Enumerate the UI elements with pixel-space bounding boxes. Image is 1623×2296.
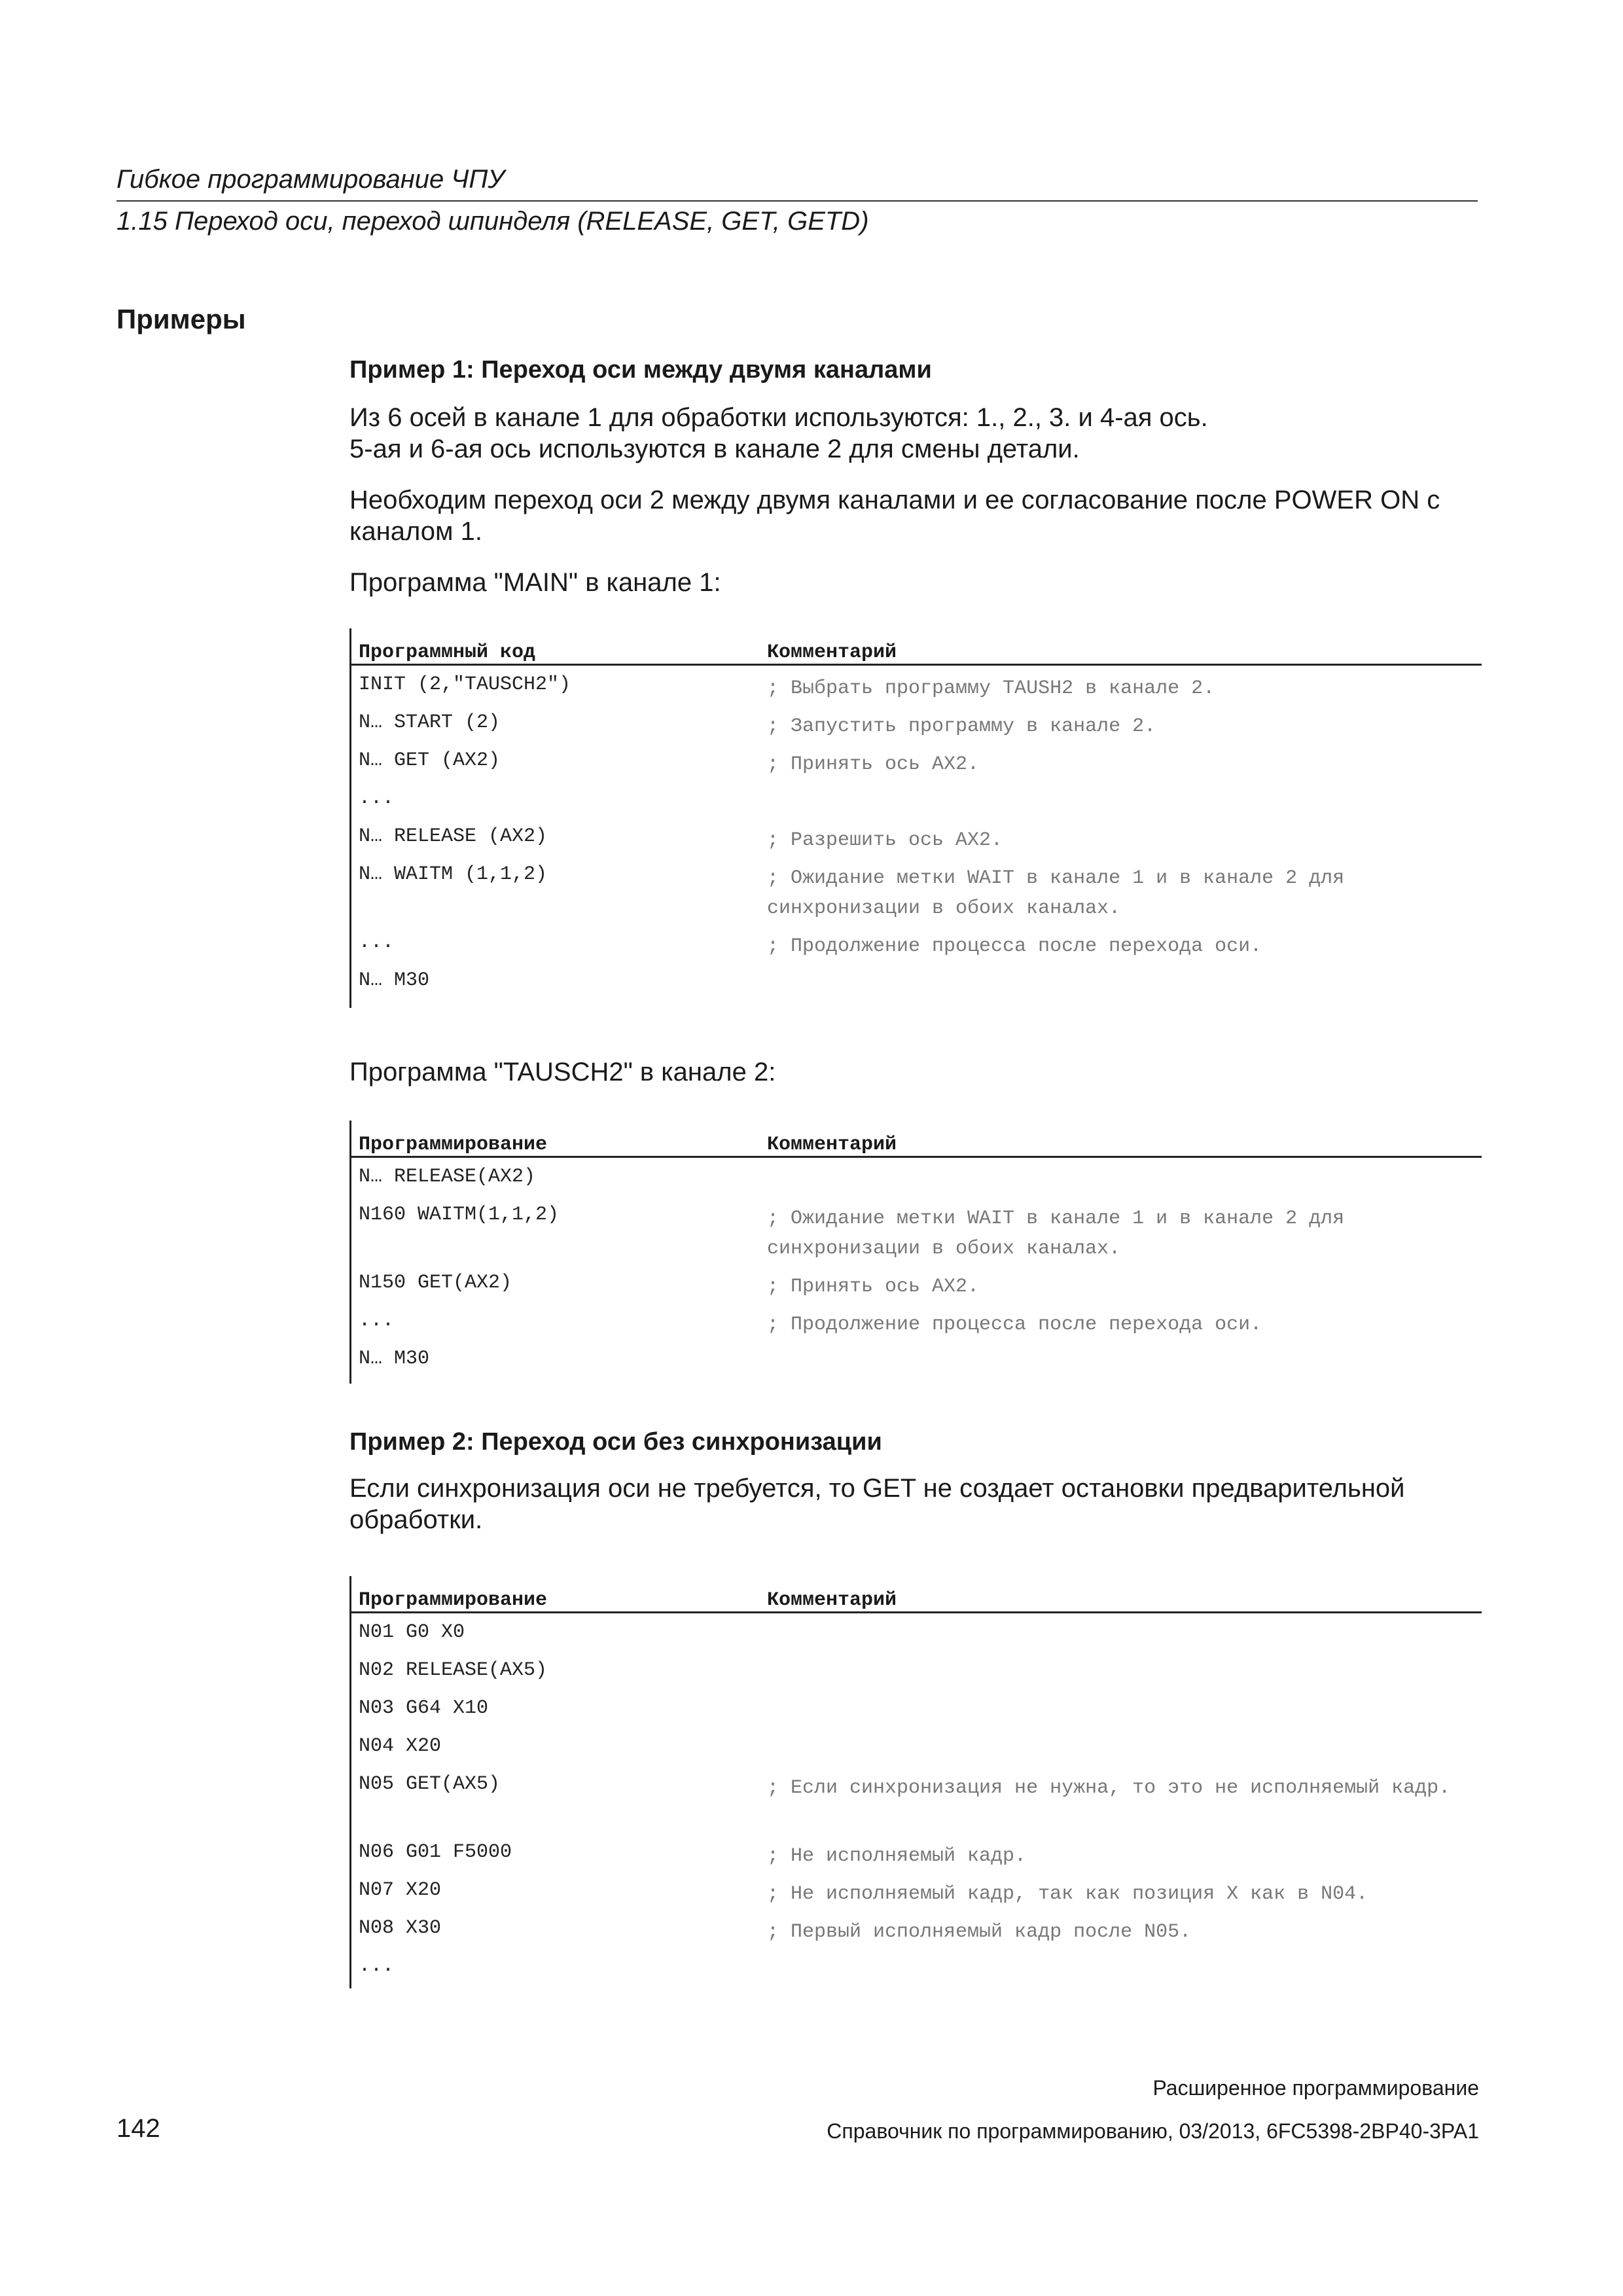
comment-cell: ; Не исполняемый кадр, так как позиция X как в N04.: [767, 1883, 1368, 1905]
column-header-code: Программирование: [359, 1134, 548, 1156]
comment-cell: ; Ожидание метки WAIT в канале 1 и в канале 2 для синхронизации в обоих каналах.: [767, 867, 1345, 920]
code-cell: N03 G64 X10: [359, 1697, 489, 1719]
code-cell: N… RELEASE (AX2): [359, 825, 548, 848]
code-cell: N08 X30: [359, 1917, 442, 1939]
example1-program2-intro-text: Программа "TAUSCH2" в канале 2:: [349, 1058, 776, 1086]
code-table-main: [349, 628, 1482, 1008]
running-header-chapter: Гибкое программирование ЧПУ: [116, 165, 505, 194]
example2-title: Пример 2: Переход оси без синхронизации: [349, 1428, 882, 1456]
footer-manual-info: Справочник по программированию, 03/2013, 6FC5398-2BP40-3PA1: [827, 2119, 1479, 2143]
code-cell: N07 X20: [359, 1879, 442, 1901]
example1-title: Пример 1: Переход оси между двумя каналами: [349, 356, 932, 384]
table-header: [349, 1576, 1482, 1613]
table-row: [349, 1765, 1482, 1833]
table-row: [349, 666, 1482, 704]
column-header-comment: Комментарий: [767, 1134, 897, 1156]
table-row: [349, 961, 1482, 999]
column-header-code: Программирование: [359, 1589, 548, 1611]
table-row: [349, 704, 1482, 742]
code-cell: INIT (2,"TAUSCH2"): [359, 673, 571, 696]
comment-cell: ; Продолжение процесса после перехода оси.: [767, 935, 1262, 958]
table-header: [349, 1121, 1482, 1158]
header-divider: [116, 200, 1478, 202]
code-cell: N… GET (AX2): [359, 749, 501, 772]
table-row: [349, 742, 1482, 780]
comment-cell: ; Если синхронизация не нужна, то это не исполняемый кадр.: [767, 1777, 1451, 1799]
section-title: Примеры: [116, 304, 246, 334]
table-row: [349, 1947, 1482, 1985]
code-cell: N06 G01 F5000: [359, 1841, 512, 1863]
table-row: [349, 780, 1482, 817]
table-row: [349, 1727, 1482, 1765]
code-cell: ...: [359, 1310, 395, 1332]
column-header-comment: Комментарий: [767, 1589, 897, 1611]
comment-cell: ; Запустить программу в канале 2.: [767, 715, 1156, 738]
table-header: [349, 628, 1482, 666]
comment-cell: ; Первый исполняемый кадр после N05.: [767, 1921, 1192, 1943]
comment-cell: ; Выбрать программу TAUSH2 в канале 2.: [767, 677, 1215, 700]
table-row: [349, 1340, 1482, 1378]
example1-paragraph2: [349, 484, 1488, 547]
table-row: [349, 1264, 1482, 1302]
code-cell: ...: [359, 1955, 395, 1977]
table-row: [349, 1651, 1482, 1689]
table-row: [349, 817, 1482, 855]
example1-program-intro: [349, 567, 1482, 598]
code-cell: N… WAITM (1,1,2): [359, 863, 548, 886]
column-header-comment: Комментарий: [767, 641, 897, 664]
code-cell: N… START (2): [359, 711, 501, 734]
code-cell: N… RELEASE(AX2): [359, 1166, 536, 1188]
code-cell: N02 RELEASE(AX5): [359, 1659, 548, 1681]
running-header-section: 1.15 Переход оси, переход шпинделя (RELEASE, GET, GETD): [116, 207, 869, 236]
code-cell: N05 GET(AX5): [359, 1773, 501, 1795]
comment-cell: ; Принять ось AX2.: [767, 1276, 980, 1298]
example1-program2-intro: [349, 1056, 1482, 1088]
code-cell: N150 GET(AX2): [359, 1272, 512, 1294]
table-row: [349, 855, 1482, 924]
example1-program-intro-text: Программа "MAIN" в канале 1:: [349, 568, 721, 597]
footer-book-title: Расширенное программирование: [1152, 2076, 1479, 2100]
table-row: [349, 924, 1482, 961]
example2-paragraph: [349, 1473, 1475, 1535]
code-cell: ...: [359, 931, 395, 954]
table-row: [349, 1613, 1482, 1651]
table-row: [349, 1302, 1482, 1340]
table-row: [349, 1689, 1482, 1727]
table-row: [349, 1833, 1482, 1871]
code-table-example2: [349, 1576, 1482, 1988]
column-header-code: Программный код: [359, 641, 536, 664]
code-cell: N01 G0 X0: [359, 1621, 465, 1643]
code-table-tausch2: [349, 1121, 1482, 1384]
code-cell: N04 X20: [359, 1735, 442, 1757]
code-cell: N… M30: [359, 969, 430, 992]
example1-paragraph1-line2: 5-ая и 6-ая ось используются в канале 2 для смены детали.: [349, 435, 1080, 463]
comment-cell: ; Принять ось AX2.: [767, 753, 980, 776]
code-cell: N160 WAITM(1,1,2): [359, 1204, 560, 1226]
table-row: [349, 1158, 1482, 1196]
example1-paragraph2-text: Необходим переход оси 2 между двумя каналами и ее согласование после POWER ON с каналом 1.: [349, 486, 1440, 546]
code-cell: N… M30: [359, 1348, 430, 1370]
comment-cell: ; Не исполняемый кадр.: [767, 1845, 1027, 1867]
comment-cell: ; Разрешить ось AX2.: [767, 829, 1003, 852]
code-cell: ...: [359, 787, 395, 810]
example1-paragraph1: [349, 402, 1482, 465]
example1-paragraph1-line1: Из 6 осей в канале 1 для обработки используются: 1., 2., 3. и 4-ая ось.: [349, 403, 1208, 432]
table-row: [349, 1909, 1482, 1947]
example2-paragraph-text: Если синхронизация оси не требуется, то GET не создает остановки предварительной обработки.: [349, 1474, 1405, 1534]
comment-cell: ; Продолжение процесса после перехода оси.: [767, 1314, 1262, 1336]
table-row: [349, 1871, 1482, 1909]
table-row: [349, 1196, 1482, 1264]
comment-cell: ; Ожидание метки WAIT в канале 1 и в канале 2 для синхронизации в обоих каналах.: [767, 1208, 1345, 1260]
page-number: 142: [116, 2114, 160, 2143]
